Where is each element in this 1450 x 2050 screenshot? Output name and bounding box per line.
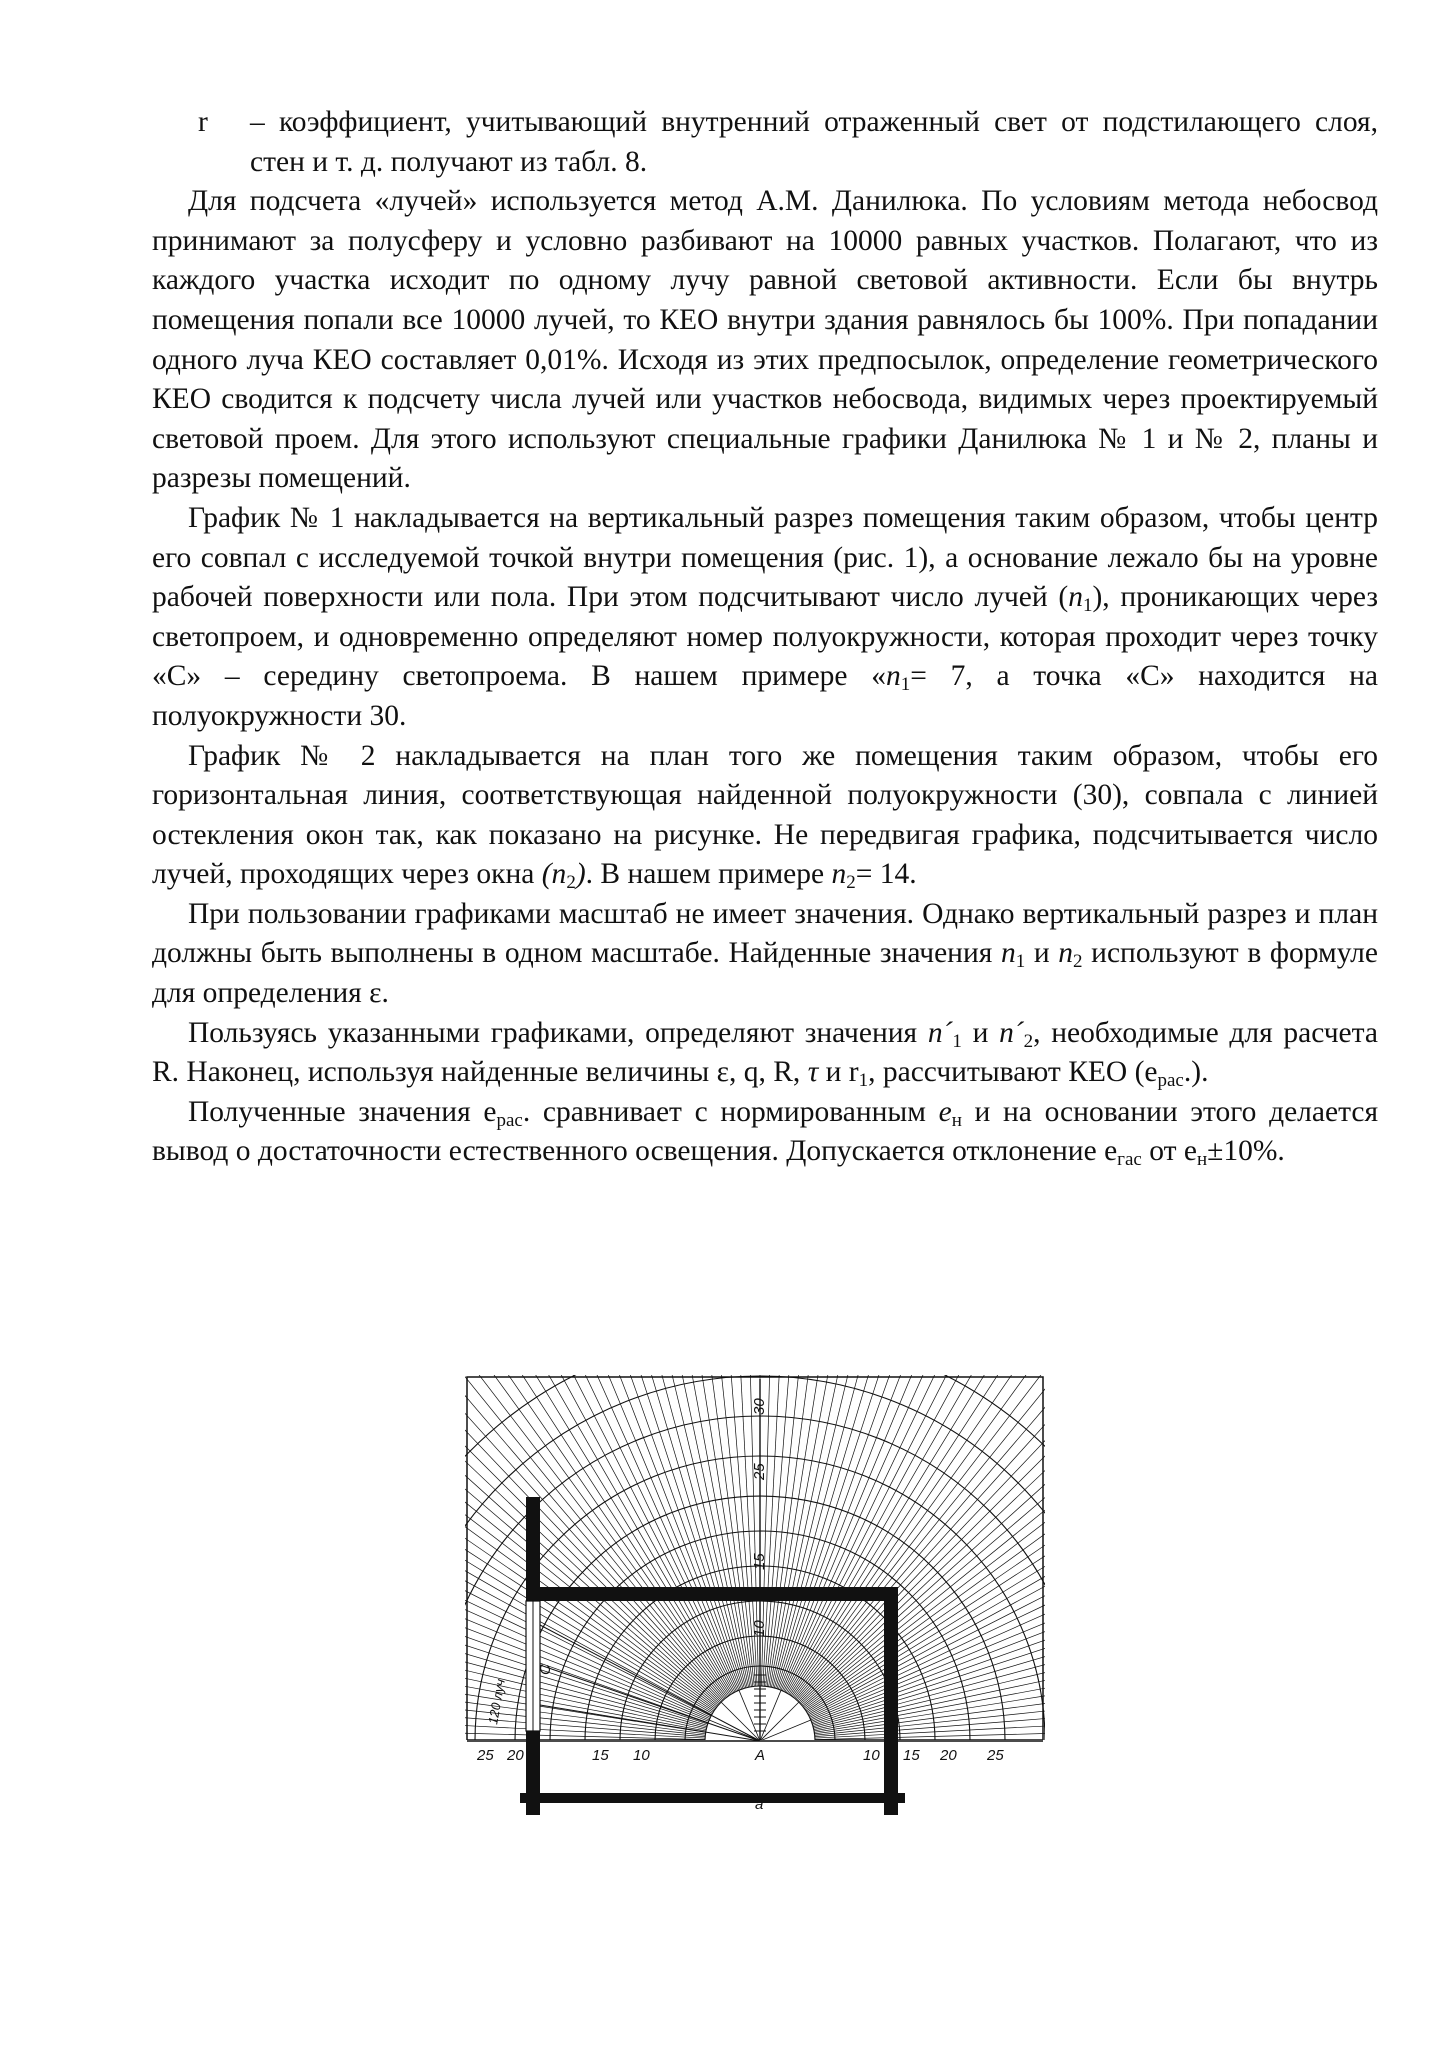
text-run: и [1025,937,1059,970]
text-run: При пользовании графиками масштаб не имеет значения. Однако вертикальный разрез и план должны быть выполнены в одном масштабе. Найденные значения [152,897,1378,970]
definition-symbol: r [198,106,208,138]
paragraph-scale [152,895,1378,1014]
text-run: Полученные значения e [188,1095,497,1128]
vertical-label: 30 [751,1398,768,1415]
text-run: = 7, а точка «С» находится на полуокружности 30. [152,660,1378,732]
subscript: рас [1157,1070,1184,1092]
math-var: τ [807,1056,819,1089]
math-var: n [1068,581,1083,614]
danilyuk-graph-figure [465,1375,1045,1815]
text-run: .). [1183,1056,1209,1089]
right-wall [884,1587,898,1815]
figure-caption: a [755,1796,764,1813]
point-c-label: C [537,1664,554,1675]
paragraph-danilyuk-method: Для подсчета «лучей» используется метод А.М. Данилюка. По условиям метода небосвод принимают за полусферу и условно разбивают на 10000 равных участков. Полагают, что из каждого участка исходит по одному лучу равной световой активности. Если бы внутрь помещения попали все 10000 лучей, то КЕО внутри здания равнялось бы 100%. При попадании одного луча КЕО составляет 0,01%. Исходя из этих предпосылок, определение геометрического КЕО сводится к подсчету числа лучей или участков небосвода, видимых через проектируемый световой проем. Для этого используют специальные графики Данилюка № 1 и № 2, планы и разрезы помещений. [152,185,1378,495]
radial-ray [687,1375,760,1741]
text-run: и на основании этого делается вывод о достаточности естественного освещения. Допускается отклонение e [152,1095,1379,1168]
vertical-label: 25 [751,1463,768,1480]
math-var: n [1058,937,1074,970]
paragraph-graph-2 [152,737,1378,895]
subscript: 2 [846,872,856,894]
graph-labels [476,1398,1004,1813]
math-var: n [886,660,901,693]
subscript: рас [496,1109,523,1131]
math-var: n´ [927,1016,953,1049]
paragraph-graph-1 [152,499,1378,737]
base-label: 25 [477,1747,494,1764]
text-run: = 14. [855,858,917,891]
subscript: гас [1117,1149,1142,1171]
base-label: 10 [863,1747,880,1764]
text-run: , рассчитывают КЕО (e [868,1056,1158,1089]
vertical-label: 15 [751,1553,768,1570]
text-run: и r [818,1056,859,1089]
text-run: График № 1 накладывается на вертикальный разрез помещения таким образом, чтобы центр его совпал с исследуемой точкой внутри помещения (рис. 1), а основание лежало бы на уровне рабочей поверхности или пола. При этом подсчитывают число лучей ( [152,501,1378,614]
subscript: 1 [952,1030,962,1052]
text-run: , необходимые для расчета R. Наконец, используя найденные величины ε, q, R, [152,1016,1378,1089]
radial-ray [465,1407,760,1741]
subscript: 1 [858,1070,869,1092]
subscript: н [1196,1149,1208,1171]
body-text [152,103,1378,1172]
subscript: 2 [1023,1030,1034,1052]
text-run: ±10%. [1207,1135,1285,1168]
floor [520,1793,905,1803]
math-var: n´ [999,1016,1024,1049]
subscript: н [951,1109,962,1131]
math-var: (n [541,858,567,891]
subscript: 2 [566,872,576,894]
subscript: 1 [900,674,911,696]
math-var: n [831,858,847,891]
base-label: 20 [940,1747,957,1764]
text-run: от e [1141,1135,1197,1168]
math-var: ) [575,858,586,891]
text-run: . В нашем примере [585,858,832,891]
side-ray-label: 120 луч [485,1677,508,1726]
base-label: A [755,1747,766,1764]
vertical-label: 10 [751,1620,768,1637]
text-run: График № 2 накладывается на план того же помещения таким образом, чтобы его горизонтальная линия, соответствующая найденной полуокружности (30), совпала с линией остекления окон так, как показано на рисунке. Не передвигая графика, подсчитывается число лучей, проходящих через окна [152,739,1378,891]
math-var: n [1000,937,1016,970]
text-run: ), проникающих через светопроем, и одновременно определяют номер полуокружности, которая проходит через точку «С» – середину светопроема. В нашем примере « [152,581,1378,693]
subscript: 2 [1073,951,1083,973]
text-run: . сравнивает с нормированным [522,1095,939,1128]
base-label: 10 [633,1747,650,1764]
definition-r [152,103,1378,182]
base-label: 15 [592,1747,609,1764]
radial-ray [760,1375,833,1741]
radial-ray [760,1375,851,1741]
radial-ray [669,1375,760,1741]
text-run: и [961,1016,1000,1049]
paragraph-conclusion [152,1093,1378,1172]
subscript: 1 [1015,951,1026,973]
text-run: Пользуясь указанными графиками, определяют значения [188,1016,928,1049]
base-label: 20 [507,1747,524,1764]
base-label: 25 [987,1747,1004,1764]
math-var: e [938,1095,952,1128]
radial-ray [760,1375,994,1741]
definition-text: – коэффициент, учитывающий внутренний отраженный свет от подстилающего слоя, стен и т. д. получают из табл. 8. [250,106,1378,178]
ceiling [526,1587,898,1601]
danilyuk-graph-svg [465,1375,1045,1815]
radial-ray [526,1375,760,1741]
radial-ray [465,1507,760,1741]
paragraph-values [152,1014,1378,1093]
base-label: 15 [903,1747,920,1764]
subscript: 1 [1082,595,1093,617]
text-run: используют в формуле для определения ε. [152,937,1378,1010]
